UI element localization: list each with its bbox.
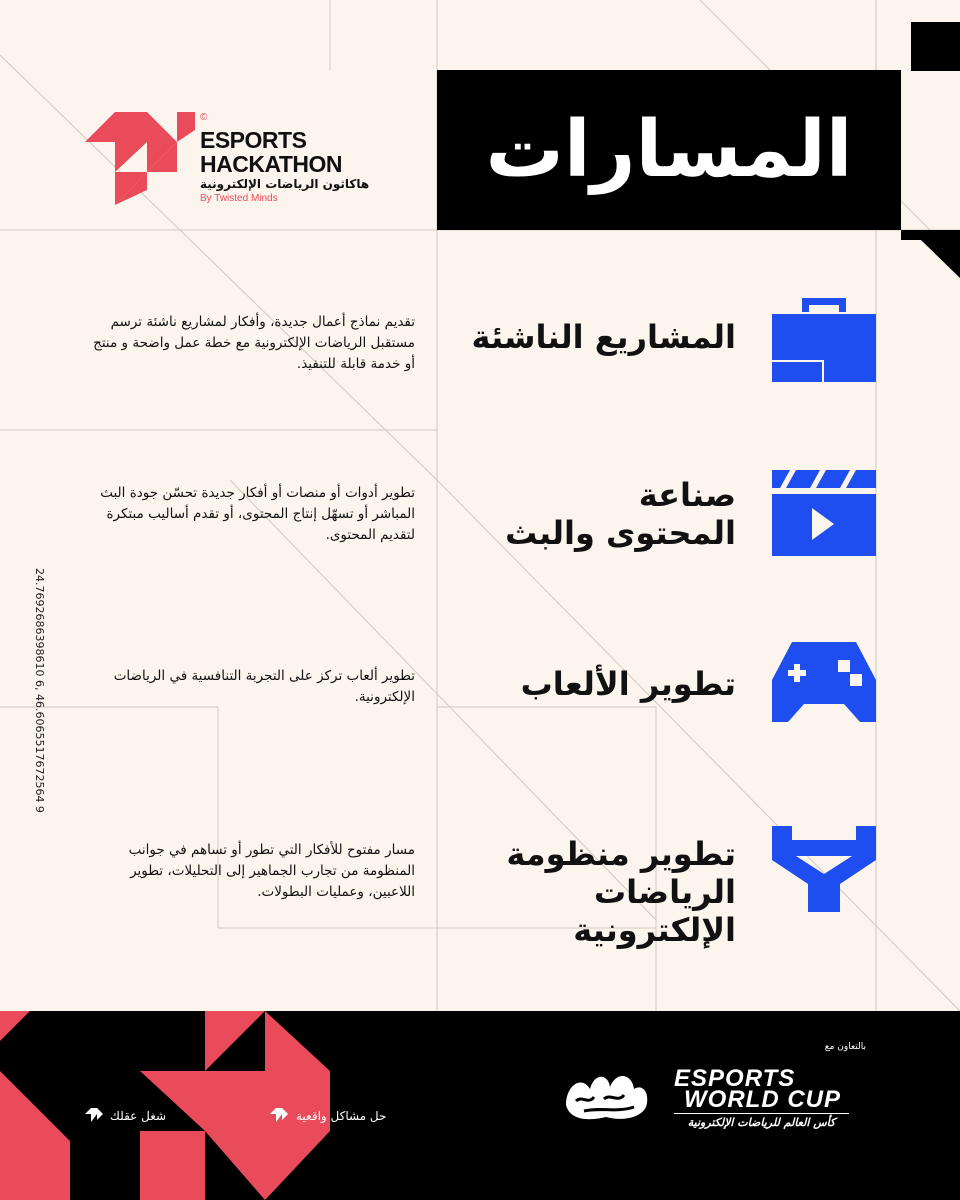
track-title-ecosystem: تطوير منظومة الرياضات الإلكترونية <box>506 835 736 949</box>
page-title-block <box>437 70 901 230</box>
esports-world-cup-logo <box>674 1065 869 1129</box>
ewc-arabic: كأس العالم للرياضات الإلكترونية <box>674 1113 849 1129</box>
track-desc-content: تطوير أدوات أو منصات أو أفكار جديدة تحسّن جودة البث المباشر أو تسهّل إنتاج المحتوى، أو تقدم أساليب مبتكرة لتقديم المحتوى. <box>100 485 415 543</box>
track-title-games: تطوير الألعاب <box>520 665 736 703</box>
track-title-content: صناعة المحتوى والبث <box>505 476 736 552</box>
hackathon-logo-icon <box>85 110 195 206</box>
coordinates-label <box>22 568 52 828</box>
ewc-line2: WORLD CUP <box>684 1086 841 1113</box>
brand-byline: By Twisted Minds <box>200 193 278 204</box>
corner-triangle <box>901 230 960 278</box>
ecosystem-icon <box>772 826 876 912</box>
briefcase-icon <box>772 296 876 382</box>
footer-pattern <box>0 1011 340 1200</box>
page-title: المسارات <box>485 105 853 195</box>
corner-square-top <box>911 22 960 71</box>
calligraphy-logo-icon <box>560 1065 652 1125</box>
brand-line1: ESPORTS <box>200 127 307 153</box>
brand-line2: HACKATHON <box>200 151 343 177</box>
brand-wordmark <box>200 128 369 204</box>
coordinates-text: 24.7692686398610 6, 46.6065517672564 9 <box>33 568 46 813</box>
slogan-use-your-mind: شغل عقلك <box>110 1109 167 1123</box>
track-title-startups: المشاريع الناشئة <box>471 318 736 356</box>
registered-mark: © <box>200 112 208 123</box>
track-desc-games: تطوير ألعاب تركز على التجربة التنافسية في الرياضات الإلكترونية. <box>113 668 415 705</box>
slogan-solve-real-problems: حل مشاكل واقعية <box>296 1109 387 1123</box>
slogan-bullet-icon <box>270 1108 290 1124</box>
slogan-bullet-icon <box>85 1108 105 1124</box>
track-desc-startups: تقديم نماذج أعمال جديدة، وأفكار لمشاريع ناشئة ترسم مستقبل الرياضات الإلكترونية مع خطة عمل واضحة و منتج أو خدمة قابلة للتنفيذ. <box>93 314 415 372</box>
clapperboard-icon <box>772 470 876 556</box>
collaboration-label: بالتعاون مع <box>824 1042 866 1052</box>
gamepad-icon <box>772 640 876 726</box>
ewc-line1: ESPORTS <box>674 1065 796 1092</box>
track-desc-ecosystem: مسار مفتوح للأفكار التي تطور أو تساهم في جوانب المنظومة من تجارب الجماهير إلى التحليلات، تطوير اللاعبين، وعمليات البطولات. <box>128 842 415 900</box>
brand-arabic: هاكاثون الرياضات الإلكترونية <box>200 177 370 191</box>
